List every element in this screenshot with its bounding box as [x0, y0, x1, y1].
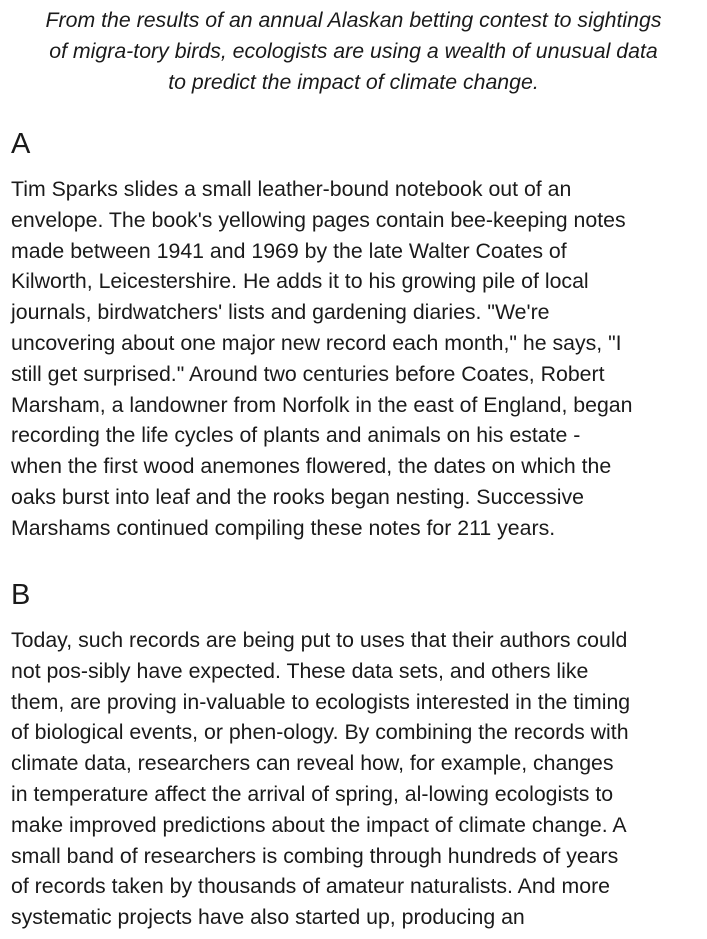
- paragraph-line: journals, birdwatchers' lists and gardening diaries. "We're: [11, 300, 550, 325]
- section-paragraph-b: [11, 625, 703, 933]
- subtitle-line: to predict the impact of climate change.: [168, 69, 539, 94]
- paragraph-line: Kilworth, Leicestershire. He adds it to his growing pile of local: [11, 269, 589, 294]
- paragraph-line: not pos-sibly have expected. These data sets, and others like: [11, 658, 589, 683]
- paragraph-line: in temperature affect the arrival of spring, al-lowing ecologists to: [11, 781, 614, 806]
- paragraph-line: Tim Sparks slides a small leather-bound notebook out of an: [11, 177, 572, 201]
- paragraph-line: oaks burst into leaf and the rooks began nesting. Successive: [11, 484, 584, 509]
- paragraph-line: small band of researchers is combing through hundreds of years: [11, 843, 619, 868]
- article-subtitle: [6, 5, 701, 97]
- paragraph-line: recording the life cycles of plants and animals on his estate -: [11, 423, 581, 448]
- paragraph-line: of biological events, or phen-ology. By combining the records with: [11, 720, 629, 745]
- paragraph-line: Marsham, a landowner from Norfolk in the east of England, began: [11, 392, 633, 417]
- paragraph-line: make improved predictions about the impact of climate change. A: [11, 812, 627, 837]
- paragraph-line: still get surprised." Around two centuries before Coates, Robert: [11, 361, 605, 386]
- subtitle-line: of migra-tory birds, ecologists are using a wealth of unusual data: [49, 38, 658, 63]
- section-heading-b: B: [11, 579, 31, 611]
- paragraph-line: when the first wood anemones flowered, the dates on which the: [11, 454, 612, 479]
- section-heading-a: A: [11, 128, 31, 160]
- section-paragraph-a: [11, 174, 703, 544]
- paragraph-line: climate data, researchers can reveal how, for example, changes: [11, 751, 614, 776]
- paragraph-line: of records taken by thousands of amateur naturalists. And more: [11, 874, 611, 899]
- paragraph-line: Today, such records are being put to uses that their authors could: [11, 628, 628, 652]
- paragraph-line: systematic projects have also started up, producing an: [11, 905, 525, 930]
- subtitle-line: From the results of an annual Alaskan betting contest to sightings: [45, 8, 662, 32]
- paragraph-line: Marshams continued compiling these notes for 211 years.: [11, 515, 556, 540]
- paragraph-line: envelope. The book's yellowing pages contain bee-keeping notes: [11, 207, 626, 232]
- paragraph-line: them, are proving in-valuable to ecologists interested in the timing: [11, 689, 631, 714]
- paragraph-line: uncovering about one major new record each month," he says, "I: [11, 330, 622, 355]
- paragraph-line: made between 1941 and 1969 by the late Walter Coates of: [11, 238, 567, 263]
